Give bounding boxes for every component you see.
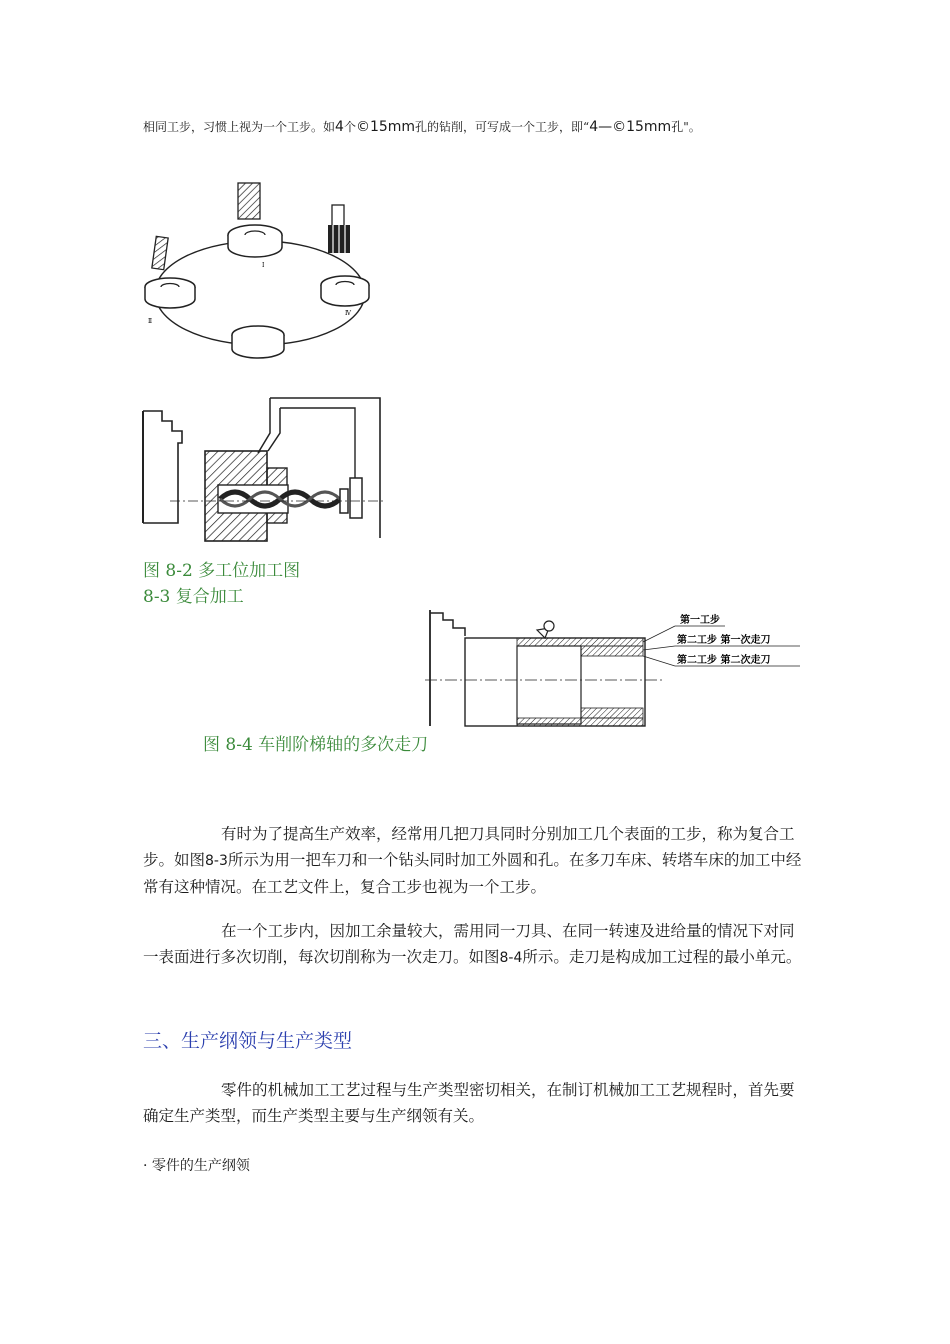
figure-composite-machining [140, 393, 390, 553]
paragraph-pass [143, 918, 803, 971]
label-step-2-pass-1: 第二工步 第一次走刀 [677, 635, 771, 646]
intro-line [143, 118, 701, 135]
p1-figure-ref: 8-3 [205, 853, 228, 869]
label-step-1: 第一工步 [680, 615, 720, 626]
hole-spec-full: 4—©15mm [589, 119, 672, 135]
label-step-2-pass-2: 第二工步 第二次走刀 [677, 655, 771, 666]
intro-text-4: 孔"。 [671, 120, 701, 134]
p1-text-b: 所示为用一把车刀和一个钻头同时加工外圆和孔。在多刀车床、转塔车床的加工中经常有这种情况。在工艺文件上，复合工步也视为一个工步。 [143, 851, 802, 896]
intro-text-1: 相同工步，习惯上视为一个工步。如 [143, 120, 336, 134]
p3-text: 零件的机械加工工艺过程与生产类型密切相关，在制订机械加工工艺规程时，首先要确定生产类型，而生产类型主要与生产纲领有关。 [143, 1081, 795, 1125]
hole-count: 4 [335, 119, 344, 135]
station-label-b: Ⅱ [148, 318, 153, 325]
caption-fig-8-3: 8-3 复合加工 [143, 587, 244, 607]
figure-stepped-shaft-passes [425, 608, 803, 730]
paragraph-composite-step [143, 821, 803, 900]
hole-spec: ©15mm [355, 119, 416, 135]
section-heading: 三、生产纲领与生产类型 [143, 1030, 353, 1052]
figure-multi-station [140, 175, 385, 375]
bullet-production-program: · 零件的生产纲领 [143, 1158, 250, 1174]
p2-figure-ref: 8-4 [499, 950, 523, 966]
p2-text-b: 所示。走刀是构成加工过程的最小单元。 [522, 948, 802, 966]
caption-fig-8-2: 图 8-2 多工位加工图 [143, 561, 301, 581]
p1-text-a: 有时为了提高生产效率，经常用几把刀具同时分别加工几个表面的工步，称为复合工步。如图 [143, 825, 795, 869]
paragraph-production-type [143, 1077, 803, 1129]
station-label-c: Ⅳ [345, 310, 351, 317]
station-label-a: Ⅰ [262, 262, 265, 269]
caption-fig-8-4: 图 8-4 车削阶梯轴的多次走刀 [203, 735, 429, 755]
p2-text-a: 在一个工步内，因加工余量较大，需用同一刀具、在同一转速及进给量的情况下对同一表面进行多次切削，每次切削称为一次走刀。如图 [143, 922, 795, 966]
intro-text-2: 个 [343, 120, 356, 134]
intro-text-3: 孔的钻削，可写成一个工步，即“ [415, 120, 590, 134]
